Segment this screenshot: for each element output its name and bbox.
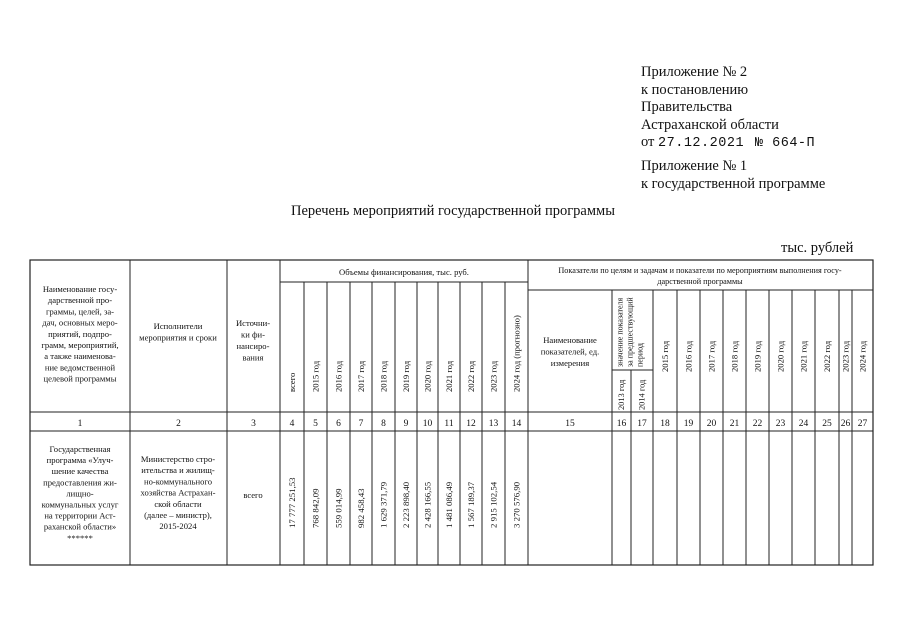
indicator-name-header: показателей, ед. xyxy=(540,346,600,357)
column-number: 18 xyxy=(660,419,670,429)
appendix-1-title: Приложение № 1 xyxy=(641,158,748,174)
column-number: 26 xyxy=(840,419,851,429)
column-number: 24 xyxy=(798,419,809,429)
indicator-year-header: 2023 год xyxy=(840,340,851,372)
indicator-year-header: 2016 год xyxy=(683,340,694,372)
indicator-year-header: 2021 год xyxy=(798,340,809,372)
row-funding-value: 1 481 086,49 xyxy=(444,481,454,528)
indicator-year-header: 2020 год xyxy=(775,340,786,372)
funding-col-header: 2021 год xyxy=(444,360,454,392)
row-executor: (далее – министр), xyxy=(144,510,212,520)
column-number: 8 xyxy=(381,419,386,429)
column-number: 11 xyxy=(444,419,454,429)
indicator-year-header: 2019 год xyxy=(752,340,763,372)
col3-header: Источни- xyxy=(235,318,271,328)
row-funding-value: 17 777 251,53 xyxy=(287,477,297,528)
row-program-name: лищно- xyxy=(66,488,94,499)
column-number: 7 xyxy=(358,419,364,429)
indicator-year-header: 2017 год xyxy=(706,340,717,372)
row-funding-value: 2 428 166,55 xyxy=(422,481,433,528)
funding-col-header: 2023 год xyxy=(488,360,499,392)
column-number: 12 xyxy=(466,419,476,429)
funding-col-header: 2015 год xyxy=(310,360,321,392)
row-program-name: на территории Аст- xyxy=(44,510,116,521)
col1-header: приятий, подпро- xyxy=(48,328,112,339)
column-number: 19 xyxy=(683,419,694,429)
col1-header: грамм, мероприятий, xyxy=(41,340,119,350)
decree-date: 27.12.2021 xyxy=(658,136,745,151)
column-number: 13 xyxy=(488,419,499,429)
indicator-year-header: 2015 год xyxy=(660,340,670,372)
col1-header: граммы, целей, за- xyxy=(45,306,115,317)
column-number: 14 xyxy=(511,419,522,429)
column-number: 20 xyxy=(706,419,717,429)
column-number: 25 xyxy=(822,419,832,429)
row-executor: хозяйства Астрахан- xyxy=(140,487,216,498)
row-funding-value: 1 629 371,79 xyxy=(378,481,389,528)
col1-header: дач, основных меро- xyxy=(42,317,118,328)
column-number: 23 xyxy=(775,419,786,429)
appendix-1-line: к государственной программе xyxy=(641,175,826,192)
col1-header: целевой программы xyxy=(43,373,117,384)
row-funding-value: 559 014,99 xyxy=(333,488,344,528)
indicator-name-header: Наименование xyxy=(543,335,597,345)
indicators-group-header: Показатели по целям и задачам и показатели по мероприятиям выполнения госу- xyxy=(558,266,842,275)
row-program-name: программа «Улуч- xyxy=(46,455,114,466)
date-prefix: от xyxy=(641,134,655,150)
row-program-name: ****** xyxy=(67,532,93,543)
column-number: 6 xyxy=(336,419,341,429)
indicators-group-header: дарственной программы xyxy=(657,277,743,286)
prev-year-header: 2013 год xyxy=(617,379,626,410)
row-program-name: шение качества xyxy=(51,466,109,477)
units-label: тыс. рублей xyxy=(781,240,854,256)
row-funding-value: 1 567 189,37 xyxy=(466,481,476,528)
funding-col-header: 2018 год xyxy=(378,360,389,392)
column-number: 15 xyxy=(565,419,575,429)
funding-group-header: Объемы финансирования, тыс. руб. xyxy=(339,267,469,277)
column-number: 4 xyxy=(289,419,295,429)
column-number: 2 xyxy=(176,419,181,429)
row-funding-value: 982 458,43 xyxy=(356,488,366,528)
funding-col-header: 2024 год (прогнозно) xyxy=(511,315,522,392)
column-number: 5 xyxy=(313,419,318,429)
col1-header: ние ведомственной xyxy=(44,362,116,373)
column-number: 10 xyxy=(422,419,433,429)
appendix-2-line: Астраханской области xyxy=(641,116,779,133)
col3-header: вания xyxy=(242,352,264,363)
page-title: Перечень мероприятий государственной программы xyxy=(291,203,615,219)
column-number: 16 xyxy=(616,419,627,429)
column-number: 22 xyxy=(752,419,763,429)
funding-col-header: всего xyxy=(287,372,297,392)
indicator-year-header: 2022 год xyxy=(822,340,832,372)
col2-header: мероприятия и сроки xyxy=(139,332,217,343)
indicator-year-header: 2018 год xyxy=(729,340,740,372)
row-program-name: раханской области» xyxy=(43,521,117,532)
col1-header: а также наименова- xyxy=(44,351,116,362)
row-funding-value: 3 270 576,90 xyxy=(511,481,522,528)
funding-col-header: 2019 год xyxy=(401,360,411,392)
prev-period-header: значение показателя xyxy=(615,297,625,367)
col1-header: Наименование госу- xyxy=(42,284,118,294)
column-number: 9 xyxy=(403,419,409,429)
prev-year-header: 2014 год xyxy=(637,379,647,410)
indicator-year-header: 2024 год xyxy=(857,340,868,372)
column-number: 3 xyxy=(251,419,256,429)
col3-header: нансиро- xyxy=(236,341,270,351)
decree-number: № 664-П xyxy=(754,136,816,151)
row-funding-value: 768 842,09 xyxy=(310,488,321,528)
row-executor: 2015-2024 xyxy=(159,521,197,532)
row-executor: но-коммунального xyxy=(143,476,213,487)
row-program-name: предоставления жи- xyxy=(43,477,117,488)
row-program-name: Государственная xyxy=(49,444,111,454)
row-program-name: коммунальных услуг xyxy=(41,499,119,510)
column-number: 17 xyxy=(637,419,647,429)
col2-header: Исполнители xyxy=(153,321,203,331)
appendix-2-title: Приложение № 2 xyxy=(641,64,748,80)
appendix-2-line: Правительства xyxy=(641,99,733,115)
row-funding-value: 2 915 102,54 xyxy=(488,481,499,528)
row-executor: ительства и жилищ- xyxy=(141,465,215,476)
indicator-name-header: измерения xyxy=(550,358,590,368)
col1-header: дарственной про- xyxy=(47,295,113,306)
row-executor: ской области xyxy=(154,498,202,509)
funding-col-header: 2017 год xyxy=(356,360,366,392)
funding-col-header: 2022 год xyxy=(466,360,476,392)
appendix-2-line: к постановлению xyxy=(641,81,749,98)
prev-period-header: период xyxy=(635,343,645,367)
column-number: 21 xyxy=(729,419,740,429)
row-funding-value: 2 223 898,40 xyxy=(401,481,411,528)
prev-period-header: за предшествующий xyxy=(625,297,635,367)
column-number: 27 xyxy=(857,419,868,429)
row-executor: Министерство стро- xyxy=(140,454,216,464)
funding-col-header: 2020 год xyxy=(422,360,433,392)
funding-col-header: 2016 год xyxy=(333,360,344,392)
row-source: всего xyxy=(243,490,263,500)
column-number: 1 xyxy=(77,419,83,429)
col3-header: ки фи- xyxy=(241,329,265,340)
